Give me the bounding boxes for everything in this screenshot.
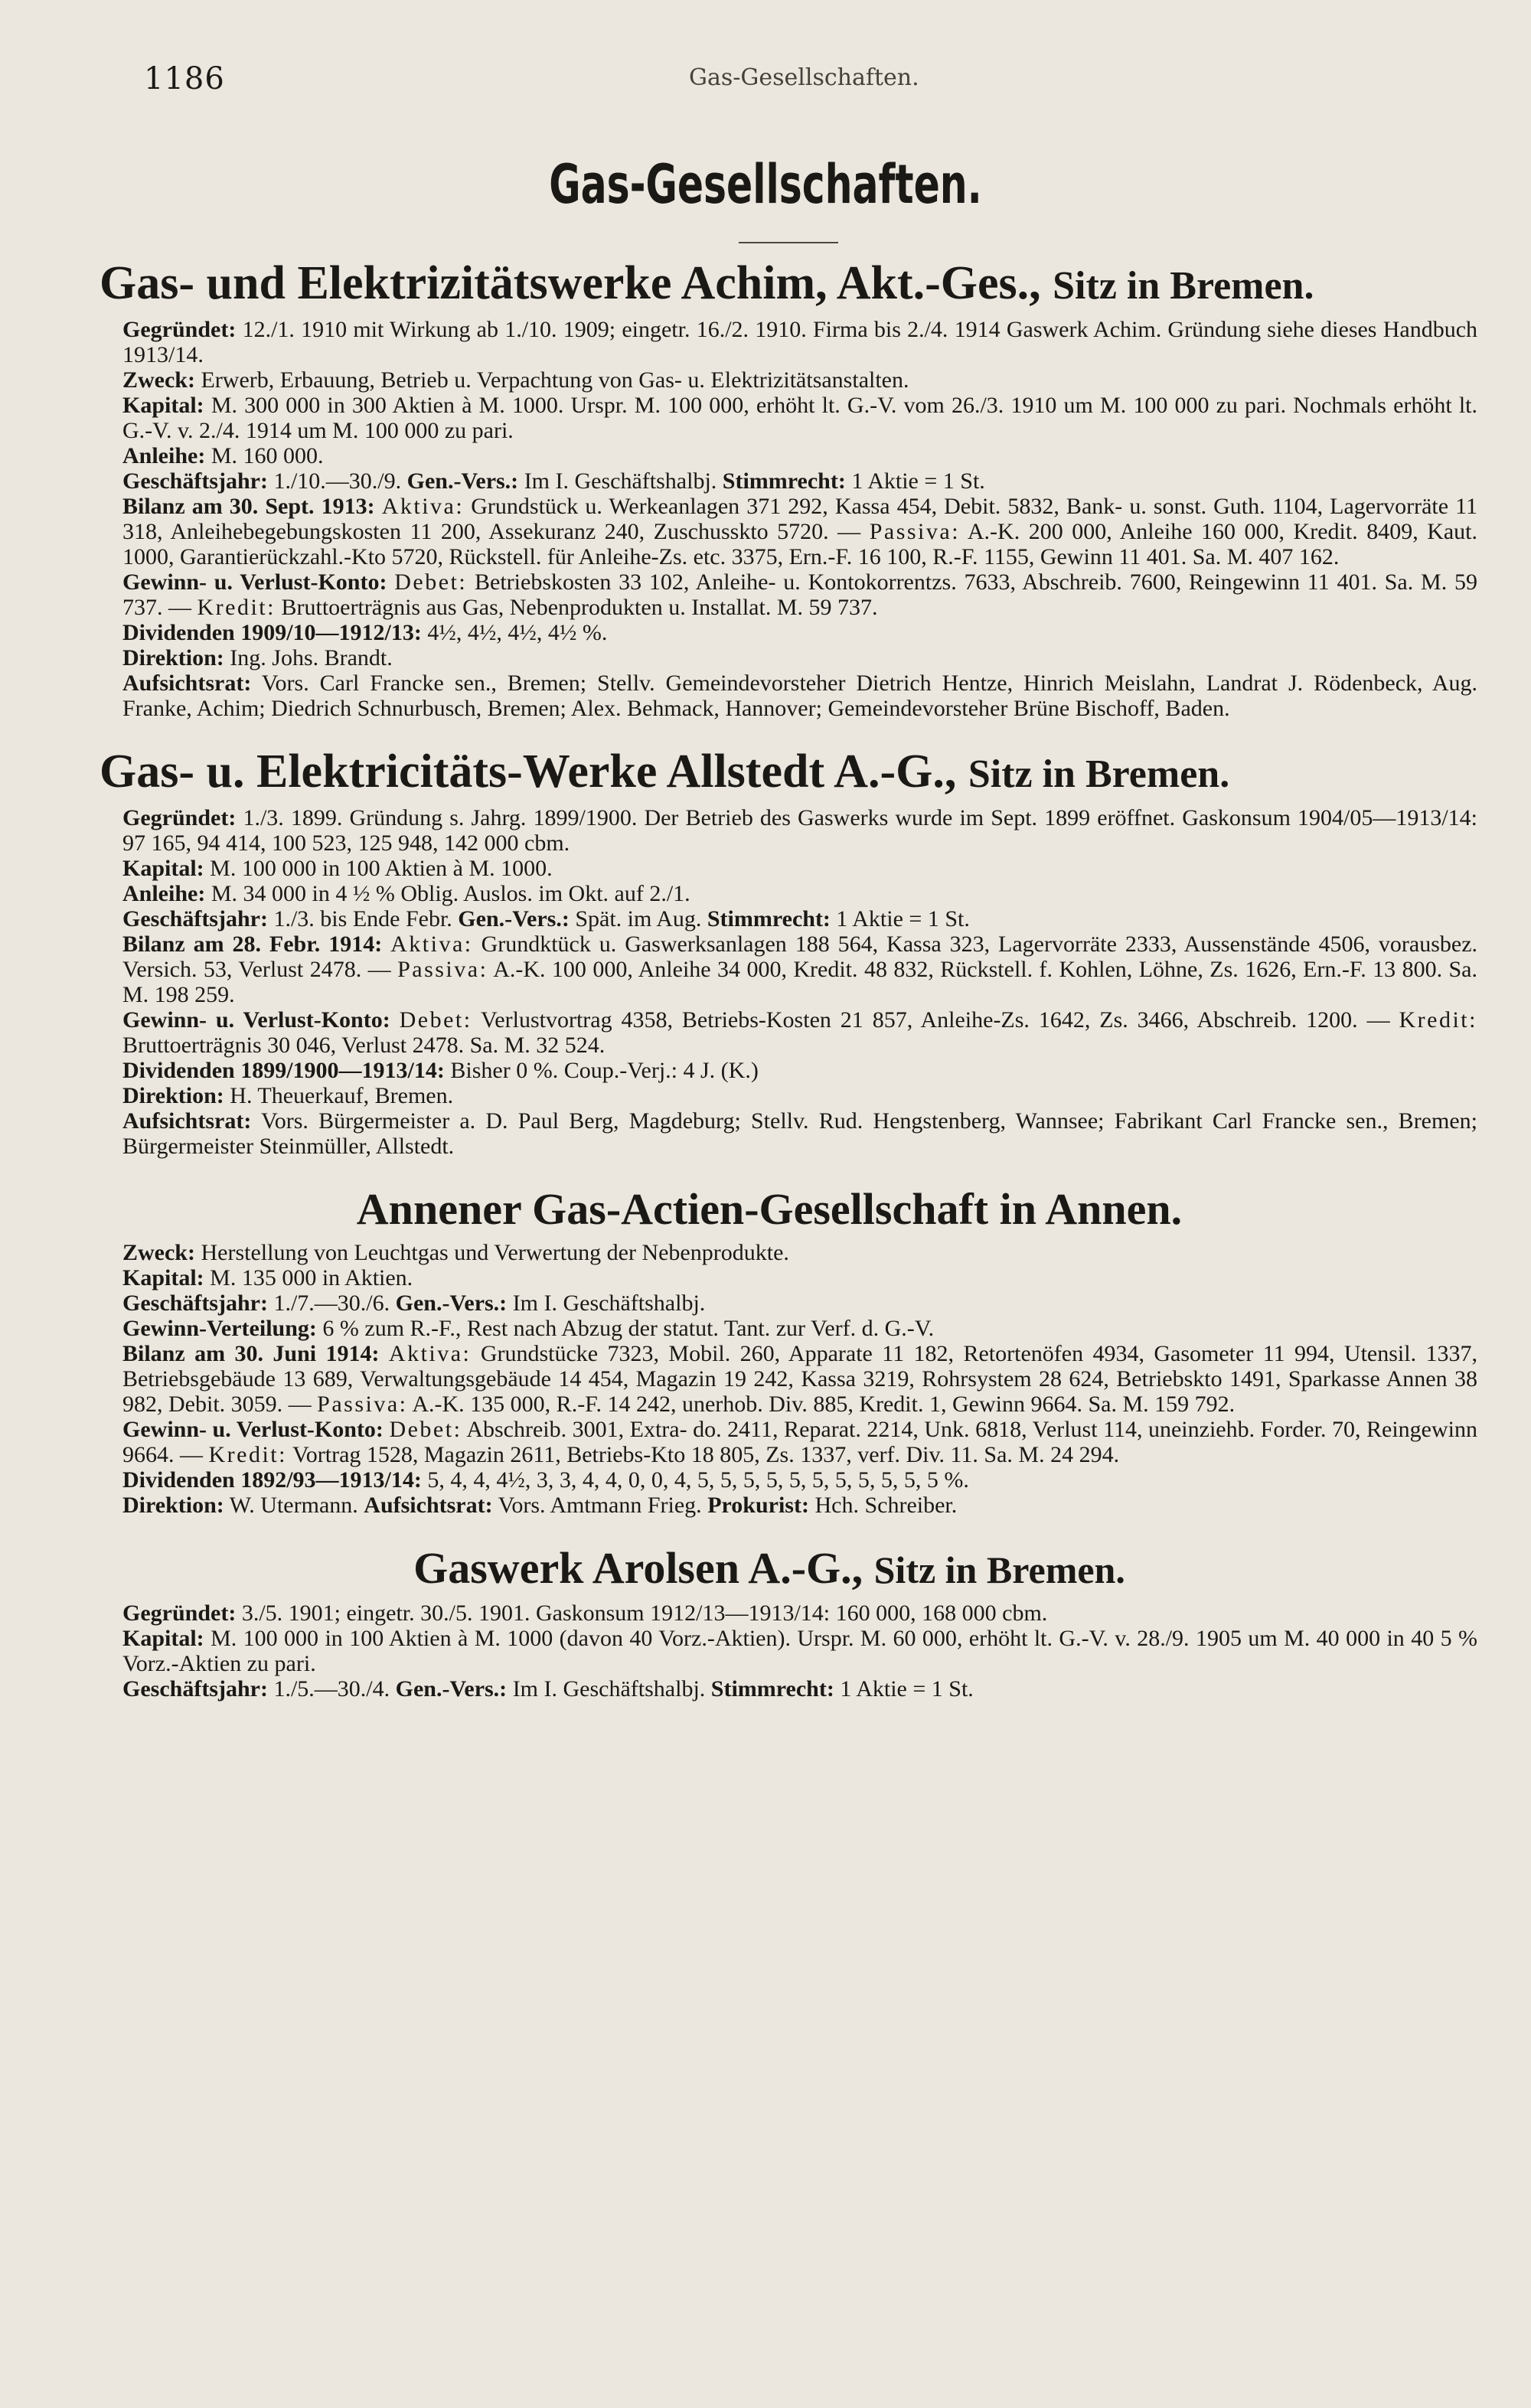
company-name: Gas- und Elektrizitätswerke Achim, Akt.-Ges., (100, 257, 1041, 309)
value-kredit: Bruttoerträgnis 30 046, Verlust 2478. Sa. M. 32 524. (122, 1033, 606, 1058)
value-direktion: H. Theuerkauf, Bremen. (230, 1083, 454, 1108)
value-direktion: W. Utermann. (229, 1493, 358, 1518)
label-aktiva: Aktiva: (381, 494, 465, 519)
value-zweck: Herstellung von Leuchtgas und Verwertung der Nebenprodukte. (201, 1240, 789, 1265)
field-zweck (122, 367, 1477, 393)
page-content (100, 253, 1478, 1702)
label-geschaeftsjahr: Geschäftsjahr: (122, 906, 268, 932)
label-gewinn-verlust: Gewinn- u. Verlust-Konto: (122, 569, 387, 595)
label-debet: Debet: (394, 569, 468, 595)
field-geschaeftsjahr (122, 906, 1477, 932)
field-aufsichtsrat (122, 671, 1477, 721)
company-entry-allstedt (100, 741, 1478, 1159)
field-kapital (122, 393, 1477, 443)
value-passiva: A.-K. 135 000, R.-F. 14 242, unerhob. Div. 885, Kredit. 1, Gewinn 9664. Sa. M. 159 792. (412, 1392, 1236, 1417)
label-kapital: Kapital: (122, 393, 204, 418)
field-direktion (122, 645, 1477, 671)
label-debet: Debet: (399, 1007, 472, 1033)
label-aufsichtsrat: Aufsichtsrat: (364, 1493, 493, 1518)
label-passiva: Passiva: (869, 519, 961, 544)
field-gewinn-verlust (122, 1007, 1477, 1058)
company-title (61, 1179, 1477, 1240)
value-debet: Betriebskosten 33 102, Anleihe- u. Kontokorrentzs. 7633, Abschreib. 7600, Reingewinn 11 401. Sa. M. 59 737. — (122, 569, 1477, 620)
label-genvers: Gen.-Vers.: (406, 468, 519, 494)
label-stimmrecht: Stimmrecht: (722, 468, 846, 494)
value-gewinn-verteilung: 6 % zum R.-F., Rest nach Abzug der statut. Tant. zur Verf. d. G.-V. (322, 1316, 935, 1341)
value-aktiva: Grundstück u. Werkeanlagen 371 292, Kassa 454, Debit. 5832, Bank- u. sonst. Guth. 1104, Lagervorräte 11 318, Anleihebegebungskosten 11 200, Assekuranz 240, Zuschusskto 5720. — (122, 494, 1478, 544)
value-gegruendet: 12./1. 1910 mit Wirkung ab 1./10. 1909; eingetr. 16./2. 1910. Firma bis 2./4. 1914 Gaswerk Achim. Gründung siehe dieses Handbuch 1913/14. (122, 317, 1478, 367)
value-stimmrecht: 1 Aktie = 1 St. (851, 468, 985, 494)
field-anleihe (122, 443, 1477, 468)
label-bilanz: Bilanz am 30. Sept. 1913: (122, 494, 375, 519)
page-number: 1186 (144, 61, 225, 96)
label-zweck: Zweck: (122, 367, 195, 393)
company-title (100, 741, 1477, 805)
value-dividenden: 5, 4, 4, 4½, 3, 3, 4, 4, 0, 0, 4, 5, 5, 5, 5, 5, 5, 5, 5, 5, 5, 5 %. (427, 1467, 969, 1493)
label-gewinn-verlust: Gewinn- u. Verlust-Konto: (122, 1417, 384, 1442)
value-geschaeftsjahr: 1./3. bis Ende Febr. (273, 906, 452, 932)
company-seat: Sitz in Bremen. (873, 1548, 1125, 1591)
label-debet: Debet: (389, 1417, 462, 1442)
field-geschaeftsjahr (122, 468, 1477, 494)
label-genvers: Gen.-Vers.: (395, 1290, 508, 1316)
value-direktion: Ing. Johs. Brandt. (230, 645, 393, 671)
value-kredit: Vortrag 1528, Magazin 2611, Betriebs-Kto 18 805, Zs. 1337, verf. Div. 11. Sa. M. 24 294. (292, 1442, 1120, 1467)
value-geschaeftsjahr: 1./5.—30./4. (273, 1676, 390, 1702)
value-debet: Abschreib. 3001, Extra- do. 2411, Reparat. 2214, Unk. 6818, Verlust 114, uneinziehb. Forder. 70, Reingewinn 9664. — (122, 1417, 1477, 1467)
value-stimmrecht: 1 Aktie = 1 St. (836, 906, 970, 932)
value-aufsichtsrat: Vors. Bürgermeister a. D. Paul Berg, Magdeburg; Stellv. Rud. Hengstenberg, Wannsee; Fabrikant Carl Francke sen., Bremen; Bürgermeister Steinmüller, Allstedt. (122, 1108, 1477, 1159)
company-name: Gaswerk Arolsen A.-G., (413, 1543, 863, 1593)
field-geschaeftsjahr (122, 1290, 1477, 1316)
label-gegruendet: Gegründet: (122, 317, 237, 342)
value-prokurist: Hch. Schreiber. (814, 1493, 958, 1518)
value-gegruendet: 3./5. 1901; eingetr. 30./5. 1901. Gaskonsum 1912/13—1913/14: 160 000, 168 000 cbm. (241, 1600, 1048, 1626)
value-gegruendet: 1./3. 1899. Gründung s. Jahrg. 1899/1900. Der Betrieb des Gaswerks wurde im Sept. 1899 eröffnet. Gaskonsum 1904/05—1913/14: 97 165, 94 414, 100 523, 125 948, 142 000 cbm. (122, 805, 1478, 856)
value-anleihe: M. 34 000 in 4 ½ % Oblig. Auslos. im Okt. auf 2./1. (211, 881, 690, 906)
label-gegruendet: Gegründet: (122, 805, 237, 830)
label-dividenden: Dividenden 1909/10—1912/13: (122, 620, 422, 645)
field-direktion (122, 1083, 1477, 1108)
label-passiva: Passiva: (317, 1392, 408, 1417)
field-dividenden (122, 1467, 1477, 1493)
label-gewinn-verteilung: Gewinn-Verteilung: (122, 1316, 317, 1341)
company-name: Gas- u. Elektricitäts-Werke Allstedt A.-G., (100, 746, 957, 798)
label-kredit: Kredit: (208, 1442, 287, 1467)
label-aufsichtsrat: Aufsichtsrat: (122, 671, 252, 696)
value-stimmrecht: 1 Aktie = 1 St. (840, 1676, 974, 1702)
spacer (122, 1159, 1477, 1179)
company-title (100, 253, 1477, 317)
value-aufsichtsrat: Vors. Carl Francke sen., Bremen; Stellv. Gemeindevorsteher Dietrich Hentze, Hinrich Meislahn, Landrat J. Rödenbeck, Aug. Franke, Achim; Diedrich Schnurbusch, Bremen; Alex. Behmack, Hannover; Gemeindevorsteher Brüne Bischoff, Baden. (122, 671, 1477, 721)
value-aktiva: Grundktück u. Gaswerksanlagen 188 564, Kassa 323, Lagervorräte 2333, Aussenstände 4506, vorausbez. Versich. 53, Verlust 2478. — (122, 932, 1478, 982)
label-geschaeftsjahr: Geschäftsjahr: (122, 468, 268, 494)
value-genvers: Spät. im Aug. (575, 906, 702, 932)
field-gegruendet (122, 317, 1477, 367)
value-aufsichtsrat: Vors. Amtmann Frieg. (498, 1493, 702, 1518)
value-geschaeftsjahr: 1./7.—30./6. (273, 1290, 390, 1316)
company-entry-arolsen (122, 1538, 1477, 1702)
value-geschaeftsjahr: 1./10.—30./9. (273, 468, 402, 494)
label-kapital: Kapital: (122, 1265, 204, 1290)
label-geschaeftsjahr: Geschäftsjahr: (122, 1290, 268, 1316)
label-kredit: Kredit: (1399, 1007, 1477, 1033)
field-direktion (122, 1493, 1477, 1518)
label-direktion: Direktion: (122, 1083, 224, 1108)
label-aufsichtsrat: Aufsichtsrat: (122, 1108, 252, 1134)
value-genvers: Im I. Geschäftshalbj. (512, 1290, 706, 1316)
value-passiva: A.-K. 200 000, Anleihe 160 000, Kredit. 8409, Kaut. 1000, Garantierückzahl.-Kto 5720, Rückstell. für Anleihe-Zs. etc. 3375, Ern.-F. 16 100, R.-F. 1155, Gewinn 11 401. Sa. M. 407 162. (122, 519, 1478, 569)
field-dividenden (122, 620, 1477, 645)
value-genvers: Im I. Geschäftshalbj. (512, 1676, 706, 1702)
field-gewinn-verlust (122, 569, 1477, 620)
label-passiva: Passiva: (397, 957, 488, 982)
field-anleihe (122, 881, 1477, 906)
value-aktiva: Grundstücke 7323, Mobil. 260, Apparate 11 182, Retortenöfen 4934, Gasometer 11 994, Utensil. 1337, Betriebsgebäude 13 689, Verwaltungsgebäude 14 454, Magazin 19 242, Kassa 3219, Rohrsystem 28 624, Betriebskto 1491, Sparkasse Annen 38 982, Debit. 3059. — (122, 1341, 1477, 1417)
section-title: Gas-Gesellschaften. (549, 153, 982, 216)
label-dividenden: Dividenden 1892/93—1913/14: (122, 1467, 422, 1493)
spacer (122, 1518, 1477, 1538)
label-gewinn-verlust: Gewinn- u. Verlust-Konto: (122, 1007, 390, 1033)
value-kapital: M. 100 000 in 100 Aktien à M. 1000 (davon 40 Vorz.-Aktien). Urspr. M. 60 000, erhöht lt. G.-V. v. 28./9. 1905 um M. 40 000 in 40 5 % Vorz.-Aktien zu pari. (122, 1626, 1477, 1676)
field-kapital (122, 856, 1477, 881)
running-head: Gas-Gesellschaften. (689, 64, 919, 91)
label-zweck: Zweck: (122, 1240, 195, 1265)
field-gewinn-verlust (122, 1417, 1477, 1467)
field-zweck (122, 1240, 1477, 1265)
label-direktion: Direktion: (122, 1493, 224, 1518)
value-kapital: M. 135 000 in Aktien. (210, 1265, 413, 1290)
company-seat: Sitz in Bremen. (1053, 264, 1314, 308)
label-bilanz: Bilanz am 30. Juni 1914: (122, 1341, 380, 1366)
value-passiva: A.-K. 100 000, Anleihe 34 000, Kredit. 48 832, Rückstell. f. Kohlen, Löhne, Zs. 1626, Ern.-F. 13 800. Sa. M. 198 259. (122, 957, 1477, 1007)
label-dividenden: Dividenden 1899/1900—1913/14: (122, 1058, 445, 1083)
label-anleihe: Anleihe: (122, 881, 206, 906)
label-gegruendet: Gegründet: (122, 1600, 237, 1626)
label-kredit: Kredit: (197, 595, 276, 620)
company-title (61, 1538, 1477, 1600)
field-kapital (122, 1265, 1477, 1290)
label-geschaeftsjahr: Geschäftsjahr: (122, 1676, 268, 1702)
field-bilanz (122, 932, 1477, 1007)
label-stimmrecht: Stimmrecht: (707, 906, 831, 932)
value-dividenden: Bisher 0 %. Coup.-Verj.: 4 J. (K.) (450, 1058, 759, 1083)
value-kapital: M. 300 000 in 300 Aktien à M. 1000. Urspr. M. 100 000, erhöht lt. G.-V. vom 26./3. 1910 um M. 100 000 zu pari. Nochmals erhöht lt. G.-V. v. 2./4. 1914 um M. 100 000 zu pari. (122, 393, 1478, 443)
label-aktiva: Aktiva: (388, 1341, 472, 1366)
label-direktion: Direktion: (122, 645, 224, 671)
value-debet: Verlustvortrag 4358, Betriebs-Kosten 21 857, Anleihe-Zs. 1642, Zs. 3466, Abschreib. 1200. — (480, 1007, 1390, 1033)
label-genvers: Gen.-Vers.: (395, 1676, 508, 1702)
value-kredit: Bruttoerträgnis aus Gas, Nebenprodukten u. Installat. M. 59 737. (281, 595, 878, 620)
field-geschaeftsjahr (122, 1676, 1477, 1702)
label-kapital: Kapital: (122, 856, 204, 881)
value-kapital: M. 100 000 in 100 Aktien à M. 1000. (210, 856, 553, 881)
field-gewinn-verteilung (122, 1316, 1477, 1341)
company-name: Annener Gas-Actien-Gesellschaft in Annen. (356, 1184, 1183, 1234)
value-dividenden: 4½, 4½, 4½, 4½ %. (427, 620, 608, 645)
field-dividenden (122, 1058, 1477, 1083)
field-aufsichtsrat (122, 1108, 1477, 1159)
label-prokurist: Prokurist: (707, 1493, 809, 1518)
label-aktiva: Aktiva: (390, 932, 473, 957)
page-header (92, 61, 1454, 107)
company-entry-achim (100, 253, 1478, 721)
spacer (122, 721, 1477, 741)
field-gegruendet (122, 1600, 1477, 1626)
label-stimmrecht: Stimmrecht: (710, 1676, 834, 1702)
value-zweck: Erwerb, Erbauung, Betrieb u. Verpachtung von Gas- u. Elektrizitätsanstalten. (201, 367, 909, 393)
field-bilanz (122, 1341, 1477, 1417)
value-genvers: Im I. Geschäftshalbj. (524, 468, 717, 494)
label-anleihe: Anleihe: (122, 443, 206, 468)
label-kapital: Kapital: (122, 1626, 204, 1651)
label-genvers: Gen.-Vers.: (458, 906, 570, 932)
label-bilanz: Bilanz am 28. Febr. 1914: (122, 932, 383, 957)
company-seat: Sitz in Bremen. (968, 752, 1230, 796)
title-rule (739, 242, 838, 243)
field-bilanz (122, 494, 1477, 569)
field-gegruendet (122, 805, 1477, 856)
company-entry-annen (122, 1179, 1477, 1518)
field-kapital (122, 1626, 1477, 1676)
value-anleihe: M. 160 000. (211, 443, 324, 468)
